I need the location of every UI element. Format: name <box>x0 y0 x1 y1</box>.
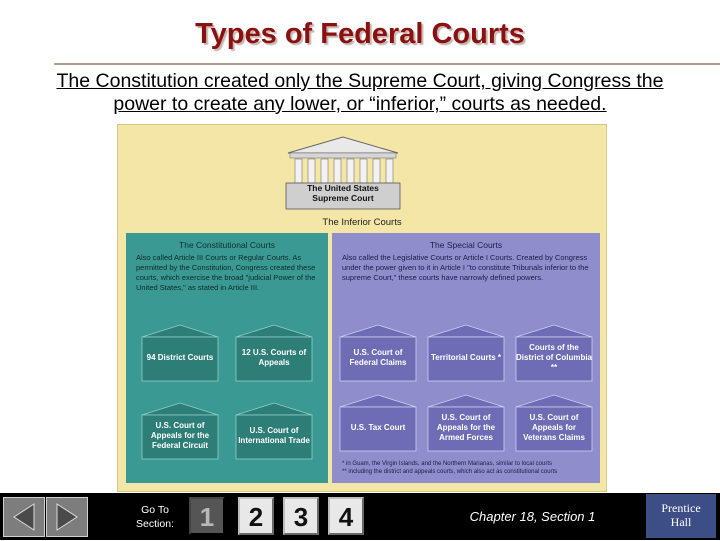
chapter-section-label: Chapter 18, Section 1 <box>469 509 596 524</box>
slide-subtitle <box>30 70 690 116</box>
subtitle-line-1: The Constitution created only the Supreme Court, giving Congress the <box>56 70 664 92</box>
previous-slide-button[interactable] <box>3 497 45 537</box>
court-appeals <box>232 323 316 385</box>
next-slide-button[interactable] <box>46 497 88 537</box>
section-4-button[interactable]: 4 <box>328 497 364 535</box>
logo-line-2: Hall <box>670 515 692 529</box>
court-label: U.S. Tax Court <box>350 423 406 432</box>
section-1-button[interactable]: 1 <box>189 497 225 535</box>
constitutional-courts-description: Also called Article III Courts or Regular Courts. As permitted by the Constitution, Congress created these courts, which exercise the broad "judicial Power of the United States," as stated in Article III. <box>136 253 316 292</box>
footnote-1: * in Guam, the Virgin Islands, and the Northern Marianas, similar to local courts <box>342 461 552 467</box>
supreme-court-label: The United States Supreme Court <box>307 183 379 203</box>
special-courts-footnotes <box>342 460 597 476</box>
court-label: U.S. Court of Appeals for the Armed Forces <box>436 413 496 442</box>
court-armed-forces <box>424 393 508 455</box>
court-label: U.S. Court of Appeals for Veterans Claims <box>523 413 585 442</box>
arrow-right-icon <box>47 498 87 536</box>
go-to-label-line-2: Section: <box>136 518 174 530</box>
court-label: 94 District Courts <box>146 353 214 362</box>
court-international-trade <box>232 401 316 463</box>
supreme-court-building-icon <box>268 135 418 215</box>
go-to-section-label <box>125 503 185 531</box>
court-label: Territorial Courts * <box>430 353 502 362</box>
court-label: U.S. Court of Federal Claims <box>349 348 407 367</box>
constitutional-courts-panel <box>126 233 328 483</box>
go-to-label-line-1: Go To <box>141 504 169 516</box>
court-territorial <box>424 323 508 385</box>
subtitle-line-2: power to create any lower, or “inferior,” courts as needed. <box>113 93 607 115</box>
special-courts-heading: The Special Courts <box>429 240 503 250</box>
court-federal-claims <box>336 323 420 385</box>
section-2-button[interactable]: 2 <box>238 497 274 535</box>
court-federal-circuit <box>138 401 222 463</box>
footnote-2: ** including the district and appeals courts, which also act as constitutional courts <box>342 469 558 475</box>
special-courts-panel <box>332 233 600 483</box>
inferior-courts-title: The Inferior Courts <box>118 213 606 233</box>
court-tax <box>336 393 420 455</box>
court-label: U.S. Court of International Trade <box>238 426 310 445</box>
title-divider <box>54 63 720 65</box>
federal-courts-diagram <box>117 124 607 492</box>
slide-title: Types of Federal Courts <box>195 18 525 50</box>
court-label: Courts of the District of Columbia ** <box>516 343 593 372</box>
court-district <box>138 323 222 385</box>
court-label: 12 U.S. Courts of Appeals <box>241 348 307 367</box>
prentice-hall-logo[interactable] <box>646 494 716 538</box>
special-courts-description: Also called the Legislative Courts or Article I Courts. Created by Congress under the power given to it in Article I "to constitute Tribunals inferior to the supreme Court," these courts have narrowly defined powers. <box>342 253 589 282</box>
court-district-of-columbia <box>512 323 596 385</box>
constitutional-courts-heading: The Constitutional Courts <box>179 240 275 250</box>
section-3-button[interactable]: 3 <box>283 497 319 535</box>
court-label: U.S. Court of Appeals for the Federal Circuit <box>150 421 210 450</box>
logo-line-1: Prentice <box>661 501 701 515</box>
arrow-left-icon <box>4 498 44 536</box>
court-veterans-claims <box>512 393 596 455</box>
